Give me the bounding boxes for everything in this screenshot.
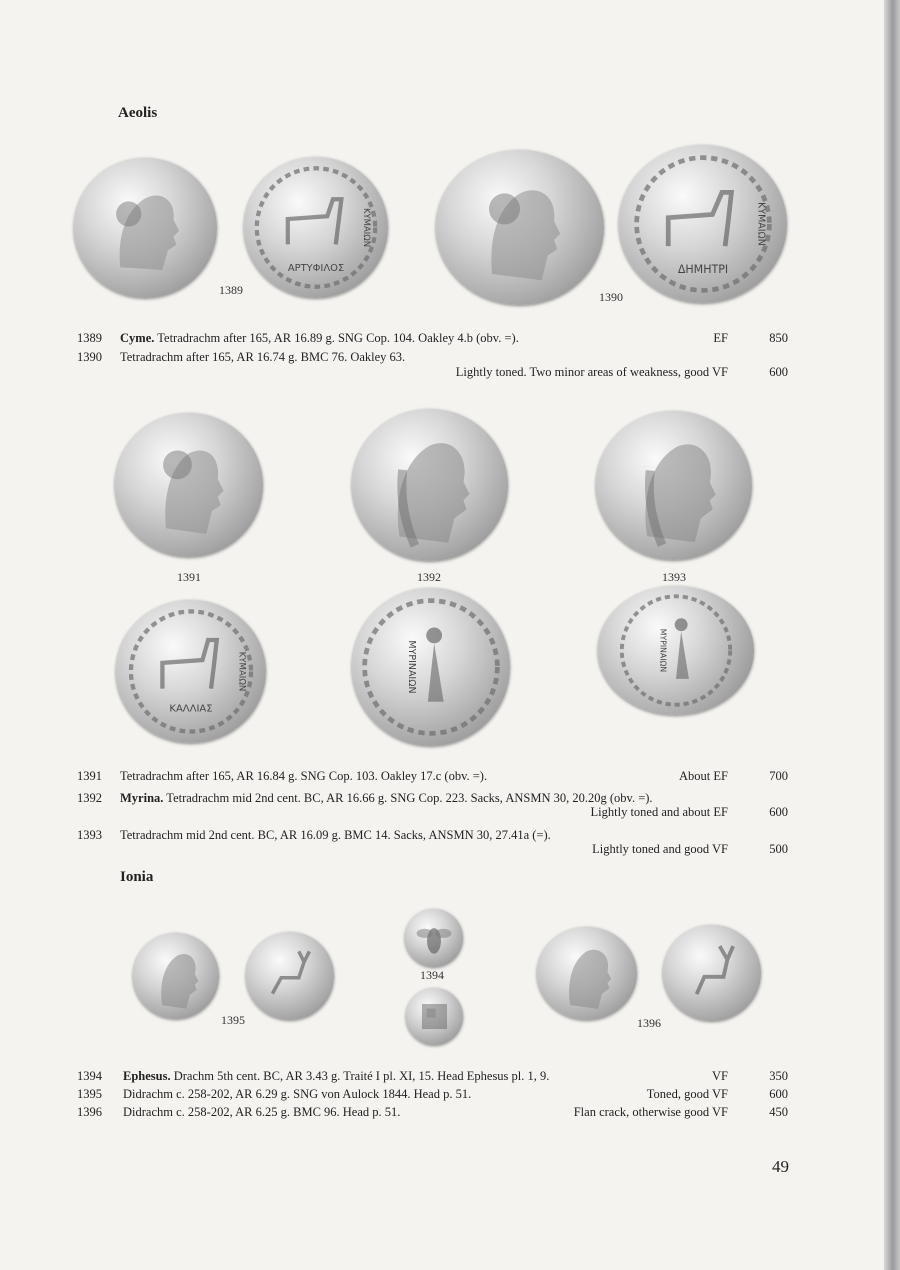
photo-label-1391: 1391 (177, 570, 201, 584)
list-item-continuation (0, 365, 900, 383)
coin-1393-obverse (596, 411, 752, 560)
lot-estimate: 600 (769, 1087, 788, 1101)
lot-estimate: 350 (769, 1069, 788, 1083)
coin-1389-reverse (244, 157, 388, 298)
standing-figure-icon (426, 628, 443, 702)
lot-description: Tetradrachm mid 2nd cent. BC, AR 16.09 g. BMC 14. Sacks, ANSMN 30, 27.41a (=). (120, 828, 551, 842)
coin-1392-reverse (352, 588, 510, 746)
mint-name: Cyme. (120, 331, 155, 345)
list-item (0, 1105, 900, 1123)
lot-grade-note: Lightly toned. Two minor areas of weakness, good VF (455, 365, 728, 379)
photo-label-1390: 1390 (599, 290, 623, 304)
coin-1391-obverse (115, 413, 263, 557)
list-item (0, 1069, 900, 1087)
coin-1395-reverse (246, 932, 334, 1020)
lot-description: Tetradrachm after 165, AR 16.74 g. BMC 76. Oakley 63. (120, 350, 406, 364)
photo-label-1396: 1396 (637, 1016, 661, 1030)
lot-grade: About EF (679, 769, 728, 783)
photo-label-1393: 1393 (662, 570, 686, 584)
photo-label-1395: 1395 (221, 1013, 245, 1027)
apollo-head-icon (352, 409, 508, 561)
coin-1391-reverse (116, 600, 266, 743)
coin-1389-obverse (74, 158, 217, 298)
coin-1395-obverse (133, 933, 219, 1019)
coin-legend: ΜΥΡΙΝΑΙΩΝ (405, 640, 417, 694)
horse-icon (162, 640, 216, 689)
female-head-icon (115, 413, 263, 557)
apollo-head-icon (596, 411, 752, 560)
lot-description: Cyme. Tetradrachm after 165, AR 16.89 g. SNG Cop. 104. Oakley 4.b (obv. =). (120, 331, 519, 345)
list-item (0, 769, 900, 787)
lot-number: 1394 (77, 1069, 102, 1083)
female-head-icon (537, 927, 637, 1020)
standing-figure-icon (675, 618, 689, 679)
list-item (0, 1087, 900, 1105)
lot-description: Didrachm c. 258-202, AR 6.29 g. SNG von Aulock 1844. Head p. 51. (123, 1087, 472, 1101)
coin-legend: ΜΥΡΙΝΑΙΩΝ (658, 628, 668, 673)
lot-number: 1390 (77, 350, 102, 364)
coin-1393-reverse (598, 586, 754, 715)
mint-name: Myrina. (120, 791, 164, 805)
lot-description: Myrina. Tetradrachm mid 2nd cent. BC, AR 16.66 g. SNG Cop. 223. Sacks, ANSMN 30, 20.20g (obv. =). (120, 791, 653, 805)
female-head-icon (74, 158, 217, 298)
coin-1392-obverse (352, 409, 508, 561)
lot-grade-note: Lightly toned and about EF (590, 805, 728, 819)
lot-grade: VF (712, 1069, 728, 1083)
lot-grade: Toned, good VF (646, 1087, 728, 1101)
lot-number: 1391 (77, 769, 102, 783)
lot-number: 1396 (77, 1105, 102, 1119)
coin-1396-reverse (663, 925, 761, 1021)
coin-1390-reverse (619, 145, 787, 303)
mint-name: Ephesus. (123, 1069, 171, 1083)
coin-1396-obverse (537, 927, 637, 1020)
lot-description: Tetradrachm after 165, AR 16.84 g. SNG Cop. 103. Oakley 17.c (obv. =). (120, 769, 488, 783)
horse-icon (288, 199, 342, 244)
coin-legend: ΚΥΜΑΙΩΝ (236, 651, 247, 692)
photo-label-1392: 1392 (417, 570, 441, 584)
lot-number: 1392 (77, 791, 102, 805)
female-head-icon (436, 150, 604, 305)
coin-1394-reverse (406, 988, 463, 1045)
coin-legend: ΑΡΤΥΦΙΛΟΣ (287, 263, 345, 275)
stag-icon (246, 932, 334, 1020)
stag-icon (663, 925, 761, 1021)
coin-1390-obverse (436, 150, 604, 305)
lot-estimate: 850 (769, 331, 788, 345)
lot-number: 1393 (77, 828, 102, 842)
incuse-square-icon (406, 988, 463, 1045)
coin-legend: ΚΥΜΑΙΩΝ (755, 202, 767, 246)
lot-description: Ephesus. Drachm 5th cent. BC, AR 3.43 g. Traité I pl. XI, 15. Head Ephesus pl. 1, 9. (123, 1069, 550, 1083)
lot-grade-note: Lightly toned and good VF (592, 842, 728, 856)
coin-legend: ΚΑΛΛΙΑΣ (169, 703, 213, 715)
coin-legend: ΔΗΜΗΤΡΙ (677, 262, 729, 276)
photo-label-1389: 1389 (219, 283, 243, 297)
lot-description: Didrachm c. 258-202, AR 6.25 g. BMC 96. Head p. 51. (123, 1105, 401, 1119)
section-heading-aeolis: Aeolis (118, 105, 158, 121)
lot-estimate: 450 (769, 1105, 788, 1119)
lot-grade: Flan crack, otherwise good VF (573, 1105, 728, 1119)
list-item (0, 331, 900, 349)
photo-label-1394: 1394 (420, 968, 444, 982)
horse-icon (668, 192, 731, 246)
lot-grade: EF (713, 331, 728, 345)
lot-number: 1395 (77, 1087, 102, 1101)
list-item-continuation (0, 842, 900, 860)
coin-1394-obverse (405, 909, 463, 967)
list-item-continuation (0, 805, 900, 823)
coin-legend: ΚΥΜΑΙΩΝ (361, 207, 372, 248)
female-head-icon (133, 933, 219, 1019)
lot-estimate: 600 (769, 805, 788, 819)
bee-icon (405, 909, 463, 967)
lot-estimate: 600 (769, 365, 788, 379)
page-number: 49 (772, 1157, 789, 1176)
lot-estimate: 700 (769, 769, 788, 783)
section-heading-ionia: Ionia (120, 869, 154, 885)
lot-estimate: 500 (769, 842, 788, 856)
lot-number: 1389 (77, 331, 102, 345)
